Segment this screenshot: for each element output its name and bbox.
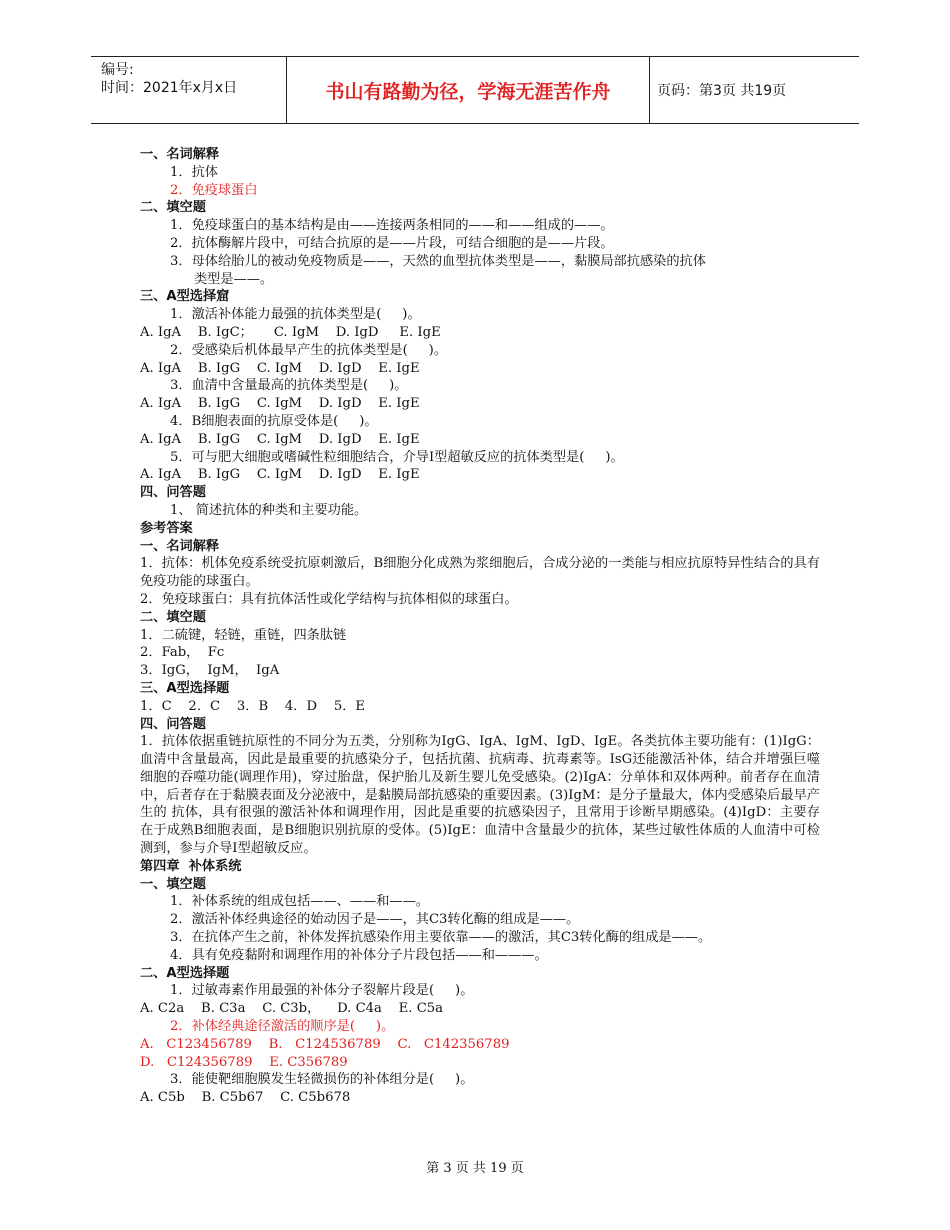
text-line: 类型是——。 — [194, 271, 274, 287]
text-line: 3．血清中含量最高的抗体类型是( )。 — [170, 378, 408, 394]
text-line: 1．补体系统的组成包括——、——和——。 — [170, 894, 429, 910]
serial-label: 编号: — [101, 62, 134, 78]
header-divider — [649, 57, 650, 123]
section-heading: 四、问答题 — [140, 716, 206, 732]
text-line: 1．激活补体能力最强的抗体类型是( )。 — [170, 307, 421, 323]
section-heading: 第四章 补体系统 — [140, 858, 242, 874]
text-line: A. C2a B. C3a C. C3b， D. C4a E. C5a — [140, 1001, 444, 1017]
section-heading: 二、填空题 — [140, 200, 206, 216]
document-body — [140, 146, 820, 1107]
text-line: A. IgA B. IgG C. IgM D. IgD E. IgE — [140, 360, 420, 376]
text-line: 2．免疫球蛋白：具有抗体活性或化学结构与抗体相似的球蛋白。 — [140, 591, 518, 607]
time-label: 时间：2021年x月x日 — [101, 80, 238, 96]
text-line: 3．母体给胎儿的被动免疫物质是——，天然的血型抗体类型是——，黏膜局部抗感染的抗体 — [170, 253, 706, 269]
section-heading: 三、A型选择题 — [140, 680, 230, 696]
text-line: 3．在抗体产生之前，补体发挥抗感染作用主要依靠——的激活，其C3转化酶的组成是——。 — [170, 930, 712, 946]
section-heading: 三、A型选择窟 — [140, 289, 230, 305]
section-heading: 一、填空题 — [140, 876, 206, 892]
section-heading: 一、名词解释 — [140, 538, 220, 554]
text-line: D. C124356789 E. C356789 — [140, 1054, 348, 1070]
text-line: 1．二硫键，轻链，重链，四条肽链 — [140, 627, 347, 643]
text-line: A. IgA B. IgG C. IgM D. IgD E. IgE — [140, 396, 420, 412]
text-line: 1．抗体 — [170, 164, 218, 180]
text-line: A. C5b B. C5b67 C. C5b678 — [140, 1090, 351, 1106]
header-page-label: 页码：第3页 共19页 — [657, 83, 787, 99]
header-left — [101, 61, 237, 97]
text-line: 1、 简述抗体的种类和主要功能。 — [170, 502, 368, 518]
text-line: 3．IgG， IgM， IgA — [140, 663, 280, 679]
text-line: 2．免疫球蛋白 — [170, 182, 258, 198]
text-line: 4．具有免疫黏附和调理作用的补体分子片段包括——和———。 — [170, 947, 548, 963]
text-line: A. C123456789 B. C124536789 C. C142356789 — [140, 1036, 510, 1052]
text-line: 3．能使靶细胞膜发生轻微损伤的补体组分是( )。 — [170, 1072, 474, 1088]
text-line: 1．免疫球蛋白的基本结构是由——连接两条相同的——和——组成的——。 — [170, 218, 614, 234]
text-line: 2．Fab， Fc — [140, 645, 225, 661]
section-heading: 参考答案 — [140, 520, 193, 536]
text-line: 2．激活补体经典途径的始动因子是——，其C3转化酶的组成是——。 — [170, 912, 580, 928]
text-line: 1．C 2．C 3．B 4．D 5．E — [140, 698, 366, 714]
text-line: 1．抗体依据重链抗原性的不同分为五类，分别称为IgG、IgA、IgM、IgD、IgE。各类抗体主要功能有：(1)IgG：血清中含量最高，因此是最重要的抗感染分子，包括抗菌、抗病毒、抗毒素等。IsG还能激活补体，结合并增强巨噬细胞的吞噬功能(调理作用)，穿过胎盘，保护胎儿及新生婴儿免受感染。(2)IgA：分单体和双体两种。前者存在血清中，后者存在于黏膜表面及分泌液中，是黏膜局部抗感染的重要因素。(3)IgM：是分子量最大，体内受感染后最早产生的 抗体，具有很强的激活补体和调理作用，因此是重要的抗感染因子，且常用于诊断早期感染。(4)IgD：主要存在于成熟B细胞表面，是B细胞识别抗原的受体。(5)IgE：血清中含量最少的抗体，某些过敏性体质的人血清中可检测到，参与介导Ⅰ型超敏反应。 — [140, 734, 820, 857]
text-line: 4．B细胞表面的抗原受体是( )。 — [170, 413, 378, 429]
section-heading: 一、名词解释 — [140, 147, 220, 162]
page-footer: 第 3 页 共 19 页 — [426, 1161, 524, 1176]
text-line: 1．过敏毒素作用最强的补体分子裂解片段是( )。 — [170, 983, 474, 999]
section-heading: 四、问答题 — [140, 485, 206, 501]
section-heading: 二、填空题 — [140, 609, 206, 625]
text-line: 2．补体经典途径激活的顺序是( )。 — [170, 1019, 395, 1035]
text-line: A. IgA B. IgG C. IgM D. IgD E. IgE — [140, 467, 420, 483]
text-line: 1．抗体：机体免疫系统受抗原刺激后，B细胞分化成熟为浆细胞后，合成分泌的一类能与相应抗原特异性结合的具有免疫功能的球蛋白。 — [140, 556, 820, 590]
text-line: 5．可与肥大细胞或嗜碱性粒细胞结合，介导Ⅰ型超敏反应的抗体类型是( )。 — [170, 449, 624, 465]
text-line: 2．抗体酶解片段中，可结合抗原的是——片段，可结合细胞的是——片段。 — [170, 235, 614, 251]
header-motto: 书山有路勤为径，学海无涯苦作舟 — [325, 80, 611, 103]
text-line: 2．受感染后机体最早产生的抗体类型是( )。 — [170, 342, 448, 358]
text-line: A. IgA B. IgG C. IgM D. IgD E. IgE — [140, 431, 420, 447]
text-line: A. IgA B. IgC； C. IgM D. IgD E. IgE — [140, 324, 441, 340]
page-header — [91, 56, 859, 124]
section-heading: 二、A型选择题 — [140, 965, 230, 981]
